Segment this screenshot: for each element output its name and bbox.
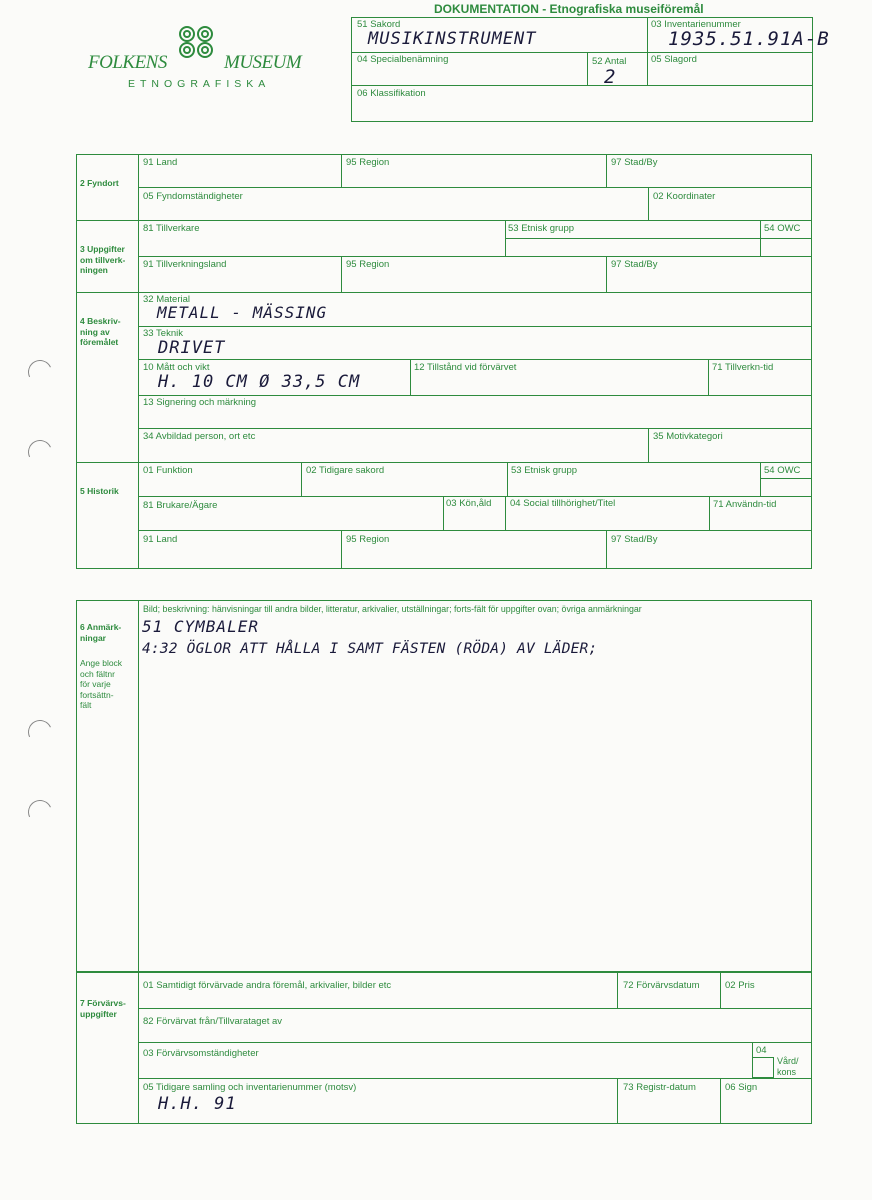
registr-datum-label: 73 Registr-datum (623, 1082, 696, 1093)
hist-land-label: 91 Land (143, 534, 178, 545)
fyndort-koord-label: 02 Koordinater (653, 191, 716, 202)
tillverkningsland-label: 91 Tillverkningsland (143, 259, 227, 270)
tillverkare-label: 81 Tillverkare (143, 223, 200, 234)
kon-ald-label: 03 Kön,åld (446, 498, 492, 509)
vard-field-number: 04 (756, 1045, 767, 1056)
material-label: 32 Material (143, 294, 190, 305)
section-2-title: 2 Fyndort (80, 178, 119, 188)
funktion-label: 01 Funktion (143, 465, 193, 476)
social-label: 04 Social tillhörighet/Titel (510, 498, 616, 509)
section-6-note: Ange block och fältnr för varje fortsättn- fält (80, 658, 123, 710)
fyndort-omst-label: 05 Fyndomständigheter (143, 191, 243, 202)
section-6-title: 6 Anmärk- ningar (80, 622, 122, 643)
forvarvat-fran-label: 82 Förvärvat från/Tillvarataget av (143, 1016, 283, 1027)
hist-etnisk-label: 53 Etnisk grupp (511, 465, 578, 476)
field-51-label: 51 Sakord (357, 19, 401, 30)
tillverk-region-label: 95 Region (346, 259, 390, 270)
matt-label: 10 Mått och vikt (143, 362, 210, 373)
vard-kons-checkbox[interactable] (752, 1057, 774, 1078)
anmarkningar-header: Bild; beskrivning: hänvisningar till andra bilder, litteratur, arkivalier, utställningar; forts-fält för uppgifter ovan; övriga anmärkningar (143, 604, 642, 614)
section-7-title: 7 Förvärvs- uppgifter (80, 998, 126, 1019)
logo-text-left: FOLKENS (88, 52, 167, 73)
field-06-label: 06 Klassifikation (357, 88, 426, 99)
kons-label: kons (777, 1067, 797, 1077)
samtidigt-label: 01 Samtidigt förvärvade andra föremål, arkivalier, bilder etc (143, 980, 392, 991)
section-3-title: 3 Uppgifter om tillverk- ningen (80, 244, 126, 275)
fyndort-land-label: 91 Land (143, 157, 178, 168)
museum-logo (88, 22, 308, 102)
forvarvsomst-label: 03 Förvärvsomständigheter (143, 1048, 259, 1059)
field-51-value[interactable]: MUSIKINSTRUMENT (368, 29, 537, 49)
avbildad-label: 34 Avbildad person, ort etc (143, 431, 256, 442)
hist-owc-label: 54 OWC (764, 465, 801, 476)
logo-text-right: MUSEUM (224, 52, 302, 73)
sign-label: 06 Sign (725, 1082, 758, 1093)
anmarkningar-line-1[interactable]: 51 CYMBALER (142, 617, 259, 636)
binder-hole (25, 357, 56, 388)
binder-hole (25, 437, 56, 468)
matt-value[interactable]: H. 10 CM Ø 33,5 CM (158, 372, 361, 392)
binder-hole (25, 717, 56, 748)
section-4-title: 4 Beskriv- ning av föremålet (80, 316, 121, 347)
tillverk-etnisk-label: 53 Etnisk grupp (508, 223, 575, 234)
tidigare-samling-label: 05 Tidigare samling och inventarienummer (motsv) (143, 1082, 357, 1093)
fyndort-stad-label: 97 Stad/By (611, 157, 658, 168)
tillverkn-tid-label: 71 Tillverkn-tid (712, 362, 774, 373)
field-04-label: 04 Specialbenämning (357, 54, 449, 65)
logo-subtitle: ETNOGRAFISKA (128, 78, 271, 90)
signering-label: 13 Signering och märkning (143, 397, 257, 408)
anvandn-tid-label: 71 Användn-tid (713, 499, 777, 510)
field-03-label: 03 Inventarienummer (651, 19, 741, 30)
field-52-label: 52 Antal (592, 56, 627, 67)
tillverk-owc-label: 54 OWC (764, 223, 801, 234)
teknik-label: 33 Teknik (143, 328, 183, 339)
tidigare-samling-value[interactable]: H.H. 91 (158, 1094, 237, 1114)
field-52-value[interactable]: 2 (604, 66, 617, 88)
motivkategori-label: 35 Motivkategori (653, 431, 723, 442)
field-05-label: 05 Slagord (651, 54, 697, 65)
page-title: DOKUMENTATION - Etnografiska museiföremål (434, 2, 704, 16)
tillverk-stad-label: 97 Stad/By (611, 259, 658, 270)
hist-region-label: 95 Region (346, 534, 390, 545)
hist-stad-label: 97 Stad/By (611, 534, 658, 545)
teknik-value[interactable]: DRIVET (158, 338, 226, 358)
tillstand-label: 12 Tillstånd vid förvärvet (414, 362, 517, 373)
brukare-label: 81 Brukare/Ägare (143, 500, 218, 511)
vard-label: Vård/ (777, 1056, 799, 1066)
section-5-title: 5 Historik (80, 486, 119, 496)
binder-hole (25, 797, 56, 828)
clover-logo-icon (172, 22, 220, 64)
anmarkningar-line-2[interactable]: 4:32 ÖGLOR ATT HÅLLA I SAMT FÄSTEN (RÖDA) AV LÄDER; (142, 641, 598, 657)
fyndort-region-label: 95 Region (346, 157, 390, 168)
field-03-value[interactable]: 1935.51.91A-B (668, 28, 830, 50)
forvarvsdatum-label: 72 Förvärvsdatum (623, 980, 700, 991)
tidigare-sakord-label: 02 Tidigare sakord (306, 465, 385, 476)
pris-label: 02 Pris (725, 980, 755, 991)
material-value[interactable]: METALL - MÄSSING (157, 303, 328, 322)
